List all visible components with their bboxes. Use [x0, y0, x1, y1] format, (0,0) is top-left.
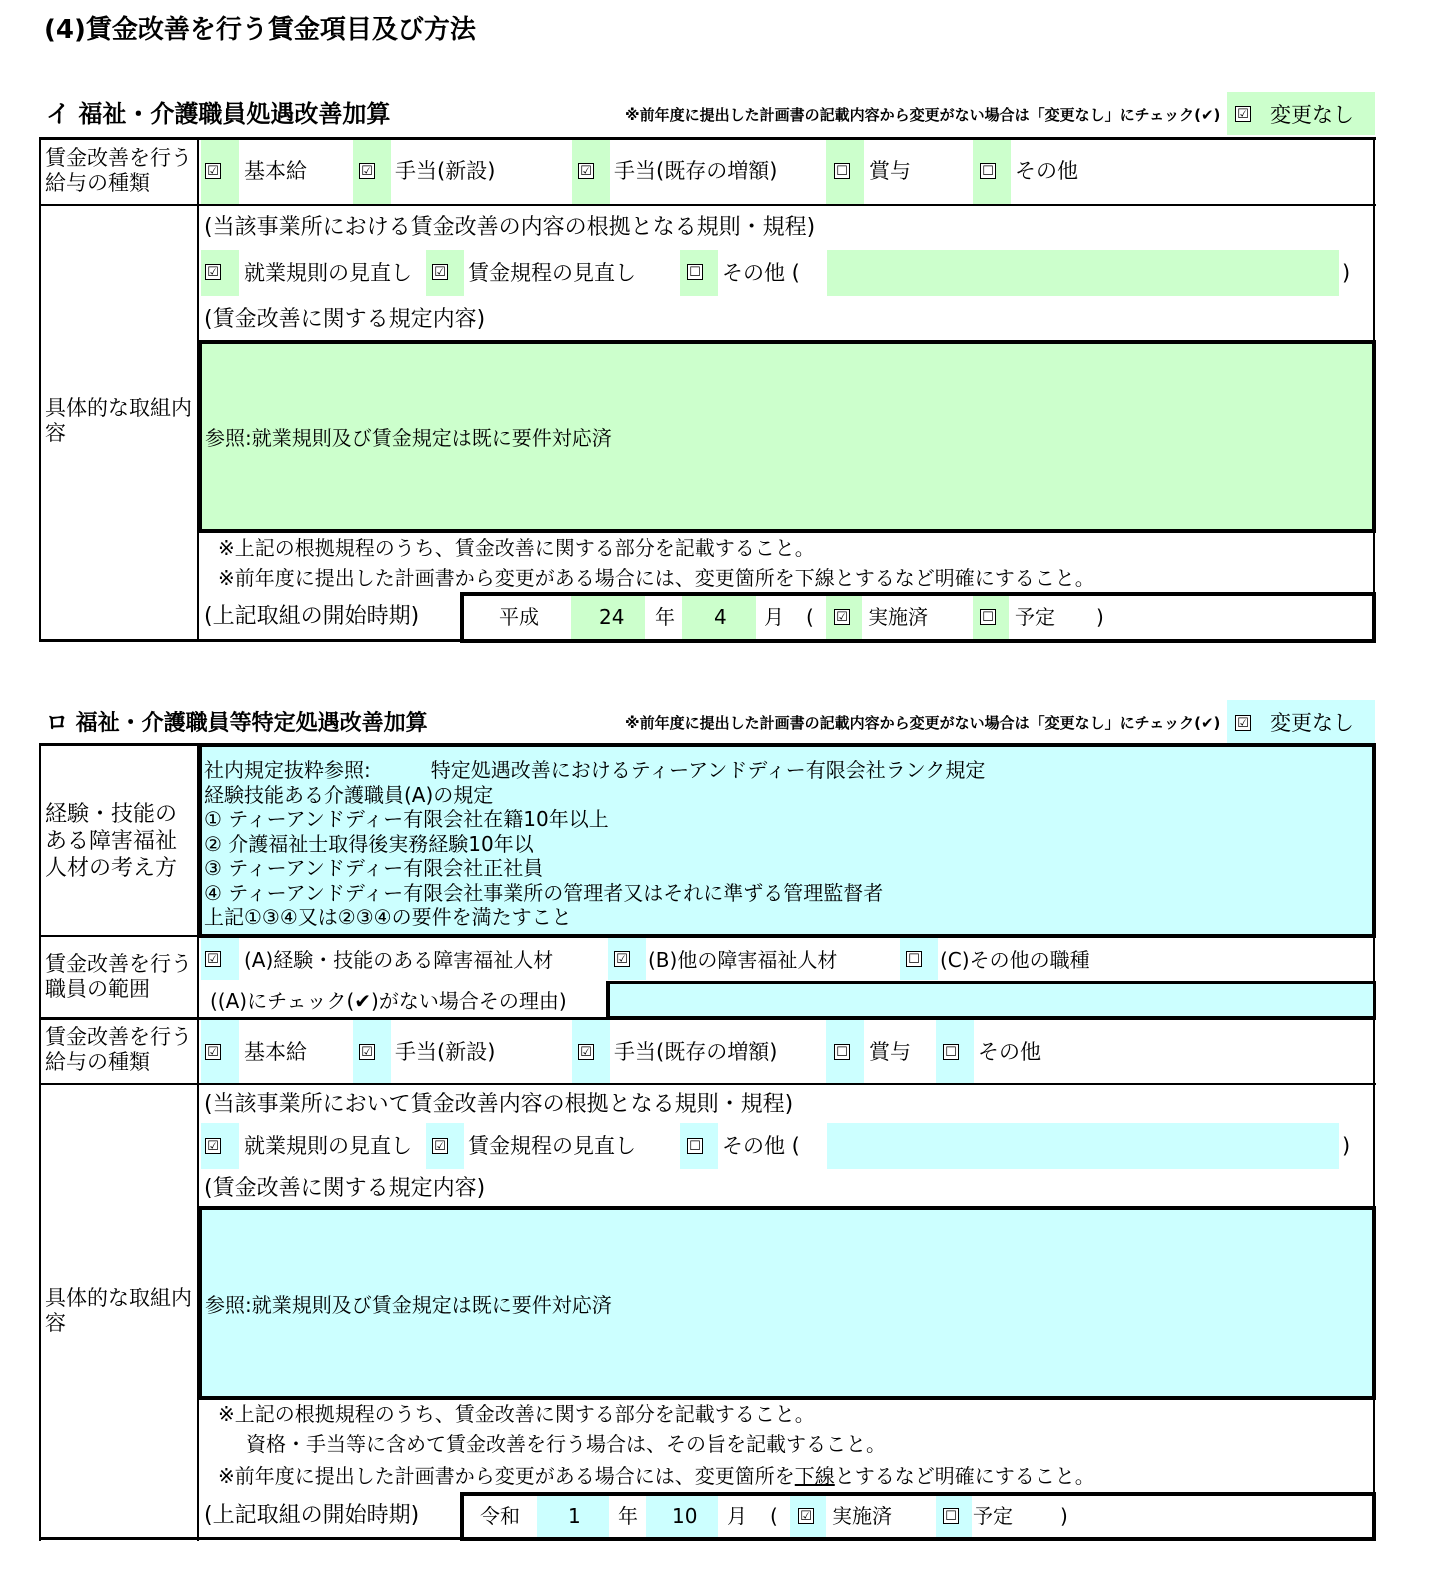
section-i-note-record: ※上記の根拠規程のうち、賃金改善に関する部分を記載すること。 [218, 536, 815, 560]
section-i-bonus-label: 賞与 [869, 159, 911, 183]
section-ro-note-qualification: 資格・手当等に含めて賃金改善を行う場合は、その旨を記載すること。 [246, 1432, 886, 1456]
section-i-basic-label: 基本給 [244, 159, 307, 183]
section-ro-note-record: ※上記の根拠規程のうち、賃金改善に関する部分を記載すること。 [218, 1402, 815, 1426]
section-i-rules-other-label: その他 ( [722, 261, 800, 285]
section-ro-allow-new-label: 手当(新設) [395, 1040, 496, 1064]
section-ro-note-change: ※前年度に提出した計画書から変更がある場合には、変更箇所を下線とするなど明確にすること。 [218, 1464, 1095, 1488]
section-ro-wage-items-label: 賃金改善を行う給与の種類 [45, 1025, 192, 1074]
section-i-open-paren: ( [806, 605, 814, 629]
section-i-wage-rules-label: 賃金規程の見直し [468, 261, 636, 285]
section-i-right-border-lower [1373, 530, 1375, 595]
section-i-done-label: 実施済 [868, 605, 928, 629]
experience-line: 上記①③④又は②③④の要件を満たすこと [204, 905, 572, 929]
staff-c-label: (C)その他の職種 [940, 948, 1090, 972]
section-ro-rule-header: (当該事業所において賃金改善内容の根拠となる規則・規程) [204, 1092, 794, 1117]
section-i-era: 平成 [499, 605, 539, 629]
section-i-work-rules-checkbox[interactable]: ☑ [205, 264, 221, 280]
section-ro-concrete-label: 具体的な取組内容 [45, 1286, 192, 1335]
section-i-planned-label: 予定 [1015, 605, 1055, 629]
section-ro-row-divider-3 [39, 1083, 1376, 1085]
staff-a-label: (A)経験・技能のある障害福祉人材 [244, 948, 554, 972]
section-i-allow-new-checkbox[interactable]: ☑ [359, 163, 375, 179]
underline-word: 下線 [794, 1464, 835, 1488]
section-i-year-value: 24 [599, 605, 625, 629]
experience-line: ④ ティーアンドディー有限会社事業所の管理者又はそれに準ずる管理監督者 [204, 881, 884, 905]
section-ro-unchanged-label: 変更なし [1270, 711, 1354, 735]
staff-a-checkbox[interactable]: ☑ [205, 951, 221, 967]
section-i-work-rules-label: 就業規則の見直し [244, 261, 412, 285]
no-a-reason-input[interactable] [607, 981, 1376, 1019]
section-i-start-label: (上記取組の開始時期) [204, 604, 420, 629]
section-title: (4)賃金改善を行う賃金項目及び方法 [44, 15, 476, 45]
section-i-rules-other-close: ) [1342, 261, 1351, 285]
section-i-allow-new-label: 手当(新設) [395, 159, 496, 183]
section-i-unchanged-label: 変更なし [1270, 103, 1354, 127]
section-ro-work-rules-label: 就業規則の見直し [244, 1134, 412, 1158]
section-i-rules-other-input[interactable] [827, 250, 1339, 296]
section-i-close-paren: ) [1096, 605, 1104, 629]
section-ro-open-paren: ( [770, 1504, 778, 1528]
section-ro-basic-checkbox[interactable]: ☑ [205, 1044, 221, 1060]
section-i-unchanged-checkbox[interactable]: ☑ [1235, 106, 1251, 122]
section-ro-unchanged-note: ※前年度に提出した計画書の記載内容から変更がない場合は「変更なし」にチェック(✔) [625, 714, 1221, 732]
section-i-title: イ 福祉・介護職員処遇改善加算 [46, 100, 391, 128]
section-ro-top-border [39, 743, 202, 746]
section-ro-bonus-label: 賞与 [869, 1040, 911, 1064]
section-ro-month-value: 10 [672, 1504, 698, 1528]
no-a-reason-label: ((A)にチェック(✔)がない場合その理由) [210, 989, 567, 1013]
section-ro-done-label: 実施済 [832, 1504, 892, 1528]
section-i-rule-content-box[interactable] [198, 340, 1376, 533]
section-ro-planned-label: 予定 [973, 1504, 1013, 1528]
section-ro-month-unit: 月 [727, 1504, 747, 1528]
section-i-rule-content-label: (賃金改善に関する規定内容) [204, 307, 486, 332]
section-i-month-unit: 月 [764, 605, 784, 629]
section-ro-experience-label: 経験・技能のある障害福祉人材の考え方 [45, 802, 178, 881]
section-i-bonus-checkbox[interactable]: ☐ [834, 163, 850, 179]
section-ro-rules-other-label: その他 ( [722, 1134, 800, 1158]
section-ro-left-border [39, 743, 41, 1541]
section-ro-rules-other-checkbox[interactable]: ☐ [687, 1138, 703, 1154]
section-i-rule-content-text: 参照:就業規則及び賃金規定は既に要件対応済 [205, 426, 612, 450]
section-i-rule-header: (当該事業所における賃金改善の内容の根拠となる規則・規程) [204, 215, 816, 240]
section-ro-planned-checkbox[interactable]: ☐ [943, 1508, 959, 1524]
section-i-other-label: その他 [1015, 159, 1078, 183]
section-i-planned-checkbox[interactable]: ☐ [980, 609, 996, 625]
experience-line: 社内規定抜粋参照: 特定処遇改善におけるティーアンドディー有限会社ランク規定 [204, 758, 986, 782]
section-ro-wage-rules-label: 賃金規程の見直し [468, 1134, 636, 1158]
section-ro-staff-range-label: 賃金改善を行う職員の範囲 [45, 952, 192, 1001]
section-i-top-border [39, 137, 1376, 140]
section-ro-year-unit: 年 [618, 1504, 638, 1528]
section-ro-other-label: その他 [978, 1040, 1041, 1064]
staff-c-checkbox[interactable]: ☐ [906, 951, 922, 967]
section-i-bottom-border [39, 639, 463, 642]
section-ro-allow-inc-checkbox[interactable]: ☑ [578, 1044, 594, 1060]
section-i-other-checkbox[interactable]: ☐ [980, 163, 996, 179]
section-i-concrete-label: 具体的な取組内容 [45, 396, 192, 445]
section-ro-right-border-lower [1373, 1398, 1375, 1495]
section-ro-allow-new-checkbox[interactable]: ☑ [359, 1044, 375, 1060]
section-i-left-border [39, 137, 41, 642]
staff-b-checkbox[interactable]: ☑ [614, 951, 630, 967]
section-i-row-divider [39, 204, 1376, 206]
section-ro-rule-content-text: 参照:就業規則及び賃金規定は既に要件対応済 [205, 1293, 612, 1317]
section-i-month-value: 4 [714, 605, 727, 629]
section-i-right-border [1373, 137, 1375, 342]
section-i-note-change: ※前年度に提出した計画書から変更がある場合には、変更箇所を下線とするなど明確にすること。 [218, 566, 1095, 590]
section-i-wage-rules-checkbox[interactable]: ☑ [432, 264, 448, 280]
section-i-basic-checkbox[interactable]: ☑ [205, 163, 221, 179]
section-i-allow-inc-checkbox[interactable]: ☑ [578, 163, 594, 179]
section-ro-start-label: (上記取組の開始時期) [204, 1503, 420, 1528]
section-ro-allow-inc-label: 手当(既存の増額) [614, 1040, 778, 1064]
section-ro-bonus-checkbox[interactable]: ☐ [834, 1044, 850, 1060]
section-ro-unchanged-checkbox[interactable]: ☑ [1235, 715, 1251, 731]
section-ro-experience-box[interactable] [198, 743, 1376, 938]
staff-b-label: (B)他の障害福祉人材 [648, 948, 838, 972]
section-ro-title: ロ 福祉・介護職員等特定処遇改善加算 [46, 711, 428, 736]
section-ro-rule-content-label: (賃金改善に関する規定内容) [204, 1176, 486, 1201]
section-ro-wage-rules-checkbox[interactable]: ☑ [432, 1138, 448, 1154]
section-ro-era: 令和 [480, 1504, 520, 1528]
section-ro-done-checkbox[interactable]: ☑ [798, 1508, 814, 1524]
experience-line: ③ ティーアンドディー有限会社正社員 [204, 856, 544, 880]
section-i-rules-other-checkbox[interactable]: ☐ [687, 264, 703, 280]
section-ro-close-paren: ) [1060, 1504, 1068, 1528]
section-i-year-unit: 年 [655, 605, 675, 629]
section-ro-work-rules-checkbox[interactable]: ☑ [205, 1138, 221, 1154]
experience-line: ② 介護福祉士取得後実務経験10年以 [204, 832, 534, 856]
section-ro-bottom-border [39, 1537, 463, 1540]
section-i-unchanged-note: ※前年度に提出した計画書の記載内容から変更がない場合は「変更なし」にチェック(✔) [625, 106, 1221, 124]
section-ro-rules-other-close: ) [1342, 1134, 1351, 1158]
section-ro-year-value: 1 [568, 1504, 581, 1528]
section-i-wage-items-label: 賃金改善を行う給与の種類 [45, 146, 192, 195]
section-ro-other-checkbox[interactable]: ☐ [943, 1044, 959, 1060]
experience-line: 経験技能ある介護職員(A)の規定 [204, 783, 494, 807]
section-ro-rules-other-input[interactable] [827, 1123, 1339, 1169]
section-i-allow-inc-label: 手当(既存の増額) [614, 159, 778, 183]
section-ro-basic-label: 基本給 [244, 1040, 307, 1064]
section-ro-rule-content-box[interactable] [198, 1206, 1376, 1400]
section-i-done-checkbox[interactable]: ☑ [834, 609, 850, 625]
experience-line: ① ティーアンドディー有限会社在籍10年以上 [204, 807, 609, 831]
